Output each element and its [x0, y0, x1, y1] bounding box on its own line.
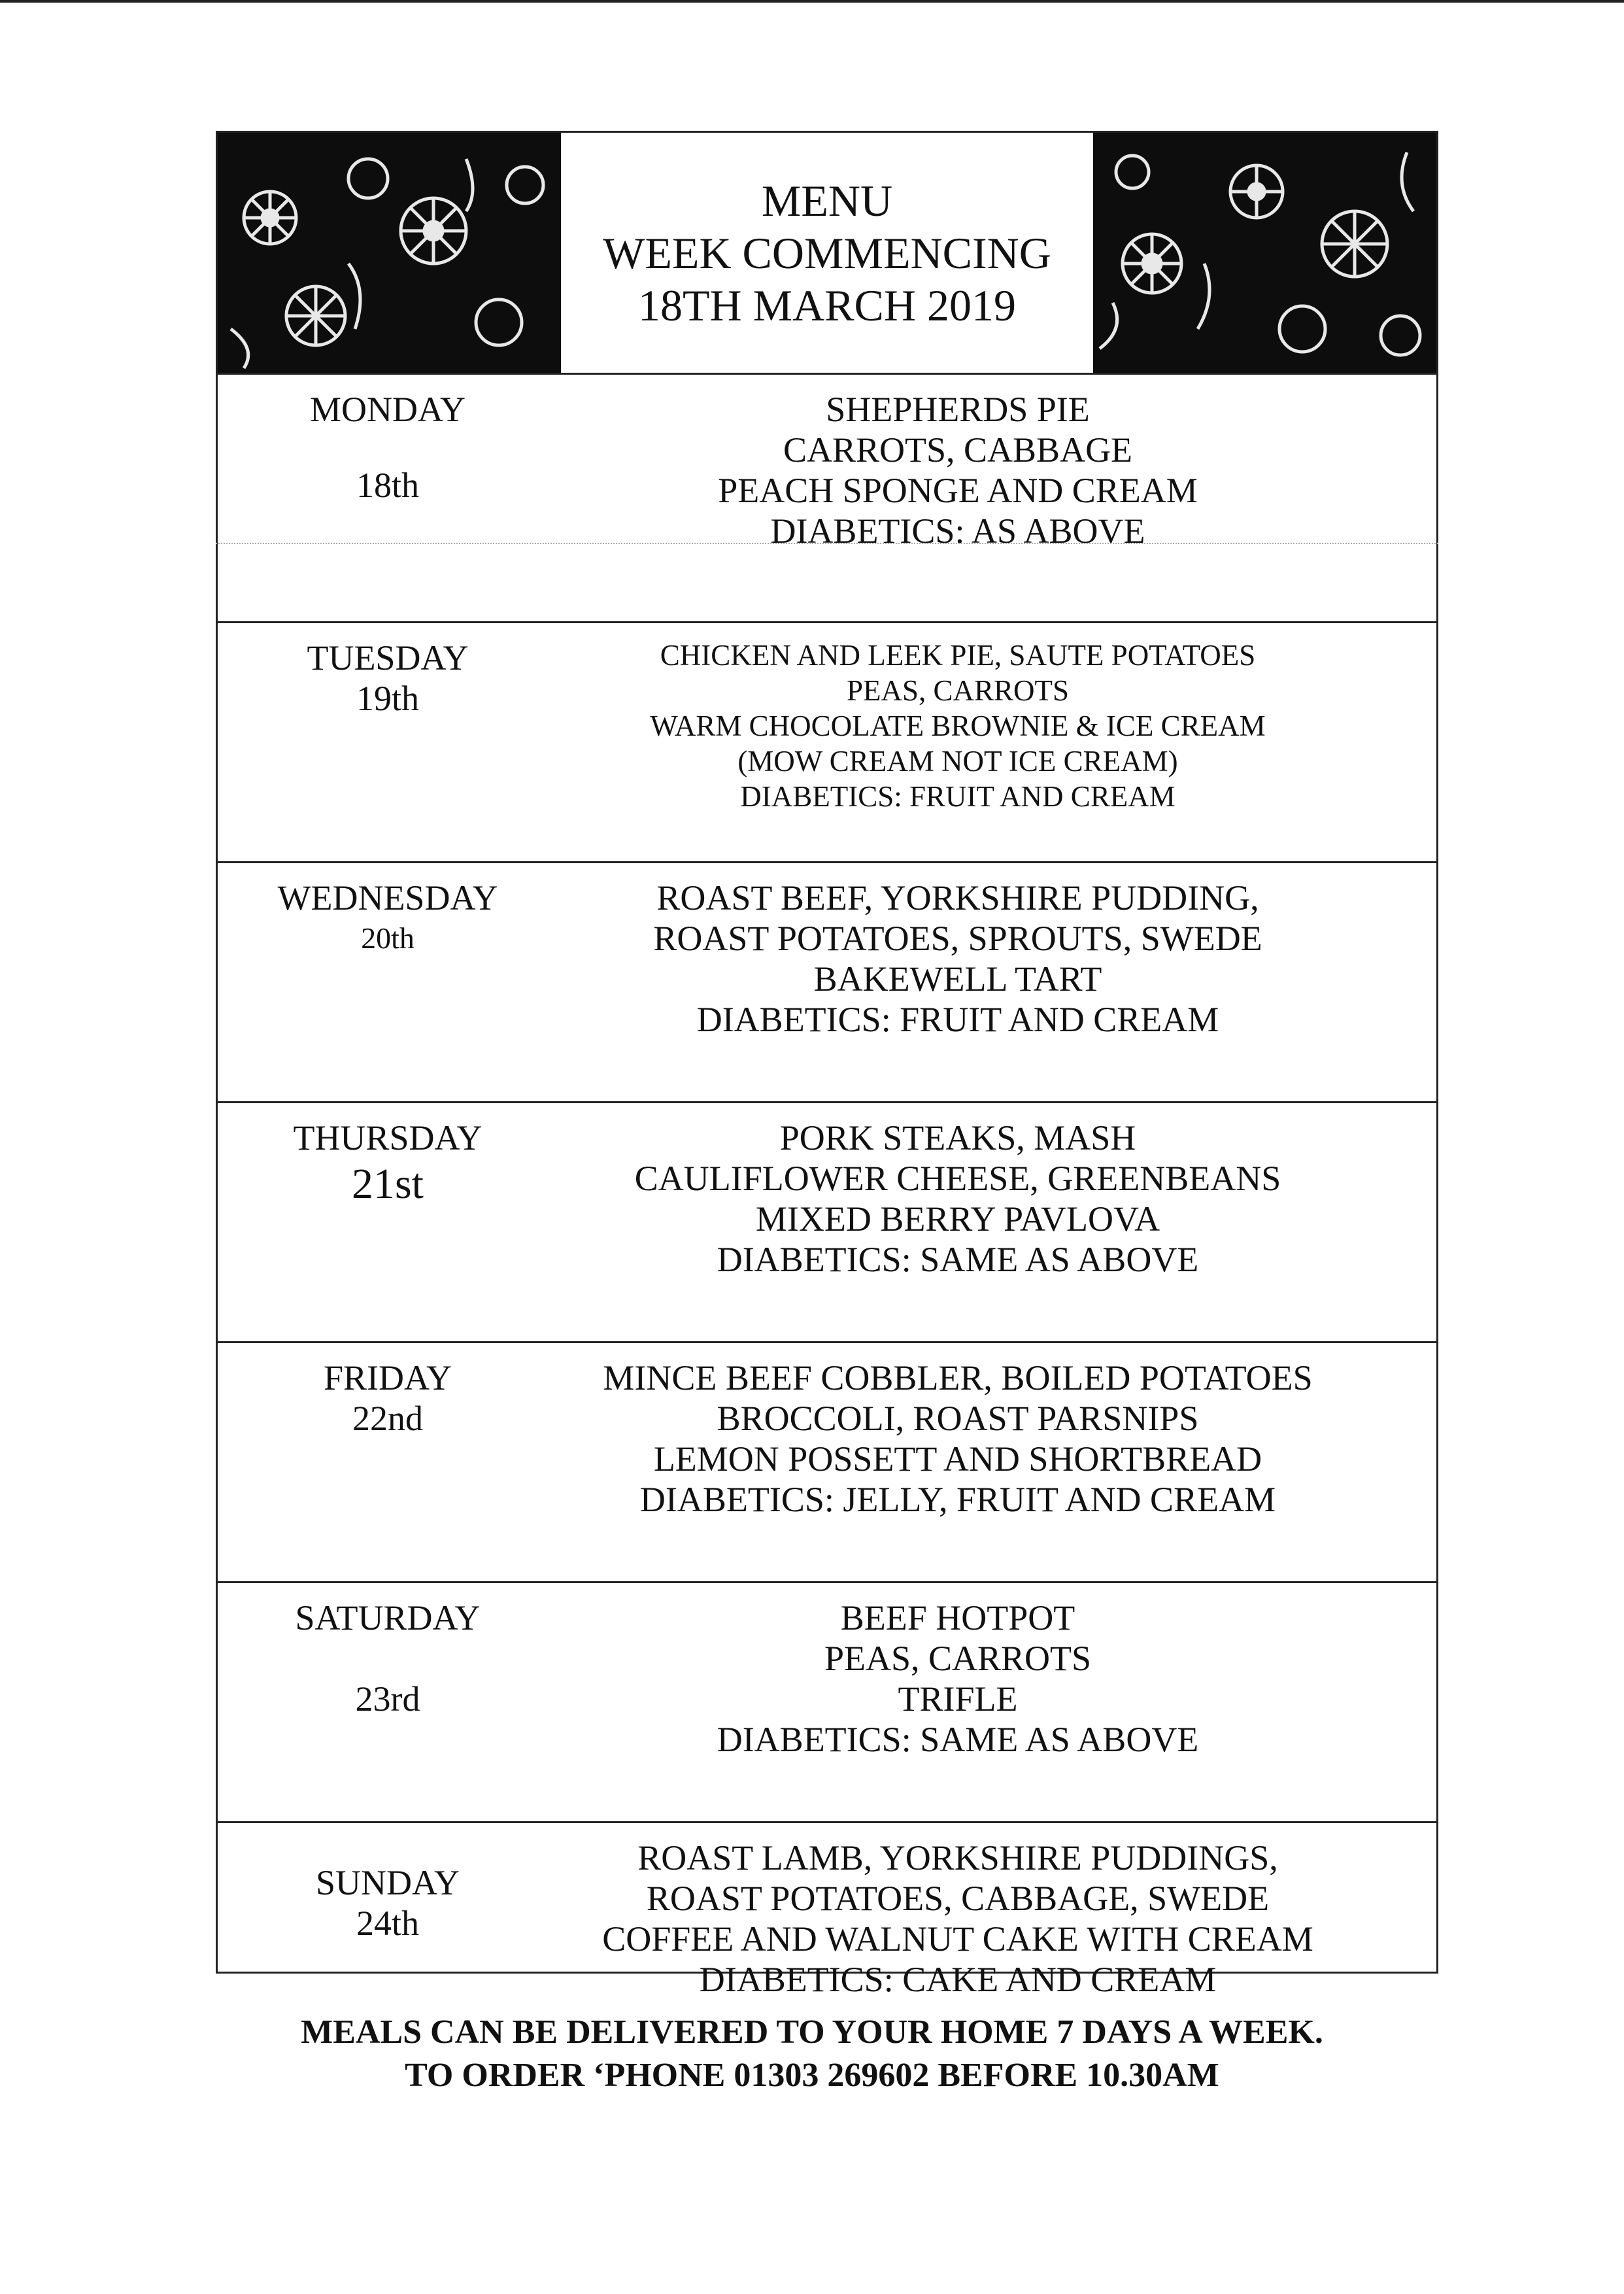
day-label-friday	[218, 1358, 558, 1439]
dish-line: PEACH SPONGE AND CREAM	[718, 471, 1198, 510]
menu-title-line-3: 18TH MARCH 2019	[637, 280, 1017, 330]
day-label-tuesday	[218, 638, 558, 719]
dish-line: TRIFLE	[898, 1679, 1018, 1719]
dish-line: DIABETICS: AS ABOVE	[770, 511, 1145, 551]
dishes-wednesday	[558, 878, 1436, 1040]
day-row-saturday	[218, 1583, 1436, 1823]
day-date: 23rd	[355, 1679, 420, 1719]
flower-illustration-left-icon	[218, 133, 561, 373]
dish-line: CHICKEN AND LEEK PIE, SAUTE POTATOES	[660, 639, 1256, 672]
dish-line: SHEPHERDS PIE	[826, 390, 1090, 429]
dish-line: LEMON POSSETT AND SHORTBREAD	[653, 1439, 1262, 1479]
dish-line: ROAST POTATOES, CABBAGE, SWEDE	[646, 1879, 1270, 1918]
dishes-friday	[558, 1358, 1436, 1520]
scan-dotted-line	[216, 543, 1438, 544]
day-label-monday	[218, 389, 558, 505]
day-name: TUESDAY	[307, 638, 469, 677]
dish-line: PORK STEAKS, MASH	[779, 1118, 1136, 1157]
dish-line: DIABETICS: FRUIT AND CREAM	[696, 1000, 1219, 1039]
day-name: THURSDAY	[293, 1118, 482, 1157]
menu-title-line-2: WEEK COMMENCING	[603, 228, 1051, 278]
menu-header	[218, 133, 1436, 375]
dish-line: WARM CHOCOLATE BROWNIE & ICE CREAM	[650, 710, 1266, 742]
dishes-saturday	[558, 1598, 1436, 1760]
flower-illustration-right-icon	[1093, 133, 1436, 373]
dishes-tuesday	[558, 638, 1436, 814]
menu-title	[561, 133, 1093, 373]
dish-line: DIABETICS: FRUIT AND CREAM	[740, 780, 1176, 813]
dishes-thursday	[558, 1118, 1436, 1280]
day-name: MONDAY	[309, 390, 466, 429]
day-date: 22nd	[352, 1399, 423, 1438]
day-name: WEDNESDAY	[277, 878, 498, 917]
menu-title-line-1: MENU	[761, 175, 893, 226]
dish-line: BEEF HOTPOT	[840, 1598, 1075, 1637]
day-date: 18th	[356, 466, 419, 505]
dishes-sunday	[558, 1838, 1436, 2000]
dishes-monday	[558, 389, 1436, 551]
day-date: 20th	[361, 921, 414, 955]
dish-line: ROAST LAMB, YORKSHIRE PUDDINGS,	[637, 1838, 1278, 1877]
dish-line: ROAST POTATOES, SPROUTS, SWEDE	[653, 919, 1262, 958]
dish-line: MINCE BEEF COBBLER, BOILED POTATOES	[603, 1358, 1313, 1397]
menu-box	[216, 131, 1438, 1999]
dish-line: MIXED BERRY PAVLOVA	[755, 1199, 1160, 1239]
day-name: SATURDAY	[295, 1598, 481, 1637]
dish-line: CARROTS, CABBAGE	[783, 430, 1133, 470]
dish-line: CAULIFLOWER CHEESE, GREENBEANS	[634, 1159, 1281, 1198]
dish-line: BROCCOLI, ROAST PARSNIPS	[717, 1399, 1199, 1438]
day-label-wednesday	[218, 878, 558, 959]
dish-line: PEAS, CARROTS	[824, 1639, 1092, 1678]
day-row-friday	[218, 1343, 1436, 1583]
dish-line: DIABETICS: SAME AS ABOVE	[717, 1240, 1199, 1279]
dish-line: (MOW CREAM NOT ICE CREAM)	[737, 745, 1178, 778]
day-label-sunday	[218, 1862, 558, 1943]
dish-line: PEAS, CARROTS	[846, 674, 1070, 707]
day-row-thursday	[218, 1103, 1436, 1343]
dish-line: BAKEWELL TART	[813, 959, 1102, 999]
top-edge-rule	[0, 0, 1624, 3]
footer-order-line: TO ORDER ‘PHONE 01303 269602 BEFORE 10.30AM	[405, 2057, 1219, 2094]
day-label-thursday	[218, 1118, 558, 1210]
dish-line: DIABETICS: CAKE AND CREAM	[699, 1960, 1217, 1999]
dish-line: DIABETICS: SAME AS ABOVE	[717, 1720, 1199, 1759]
dish-line: DIABETICS: JELLY, FRUIT AND CREAM	[639, 1480, 1276, 1519]
day-label-saturday	[218, 1598, 558, 1719]
day-row-wednesday	[218, 863, 1436, 1103]
day-row-sunday	[218, 1823, 1436, 1999]
footer-notice	[0, 2011, 1624, 2097]
day-date: 21st	[351, 1160, 424, 1208]
day-row-monday	[218, 375, 1436, 623]
day-row-tuesday	[218, 623, 1436, 863]
day-name: FRIDAY	[323, 1358, 452, 1397]
day-date: 19th	[356, 679, 419, 718]
day-date: 24th	[356, 1904, 419, 1943]
dish-line: ROAST BEEF, YORKSHIRE PUDDING,	[656, 878, 1259, 917]
dish-line: COFFEE AND WALNUT CAKE WITH CREAM	[602, 1919, 1313, 1959]
day-name: SUNDAY	[315, 1863, 460, 1902]
footer-delivery-line: MEALS CAN BE DELIVERED TO YOUR HOME 7 DAYS A WEEK.	[301, 2013, 1323, 2051]
